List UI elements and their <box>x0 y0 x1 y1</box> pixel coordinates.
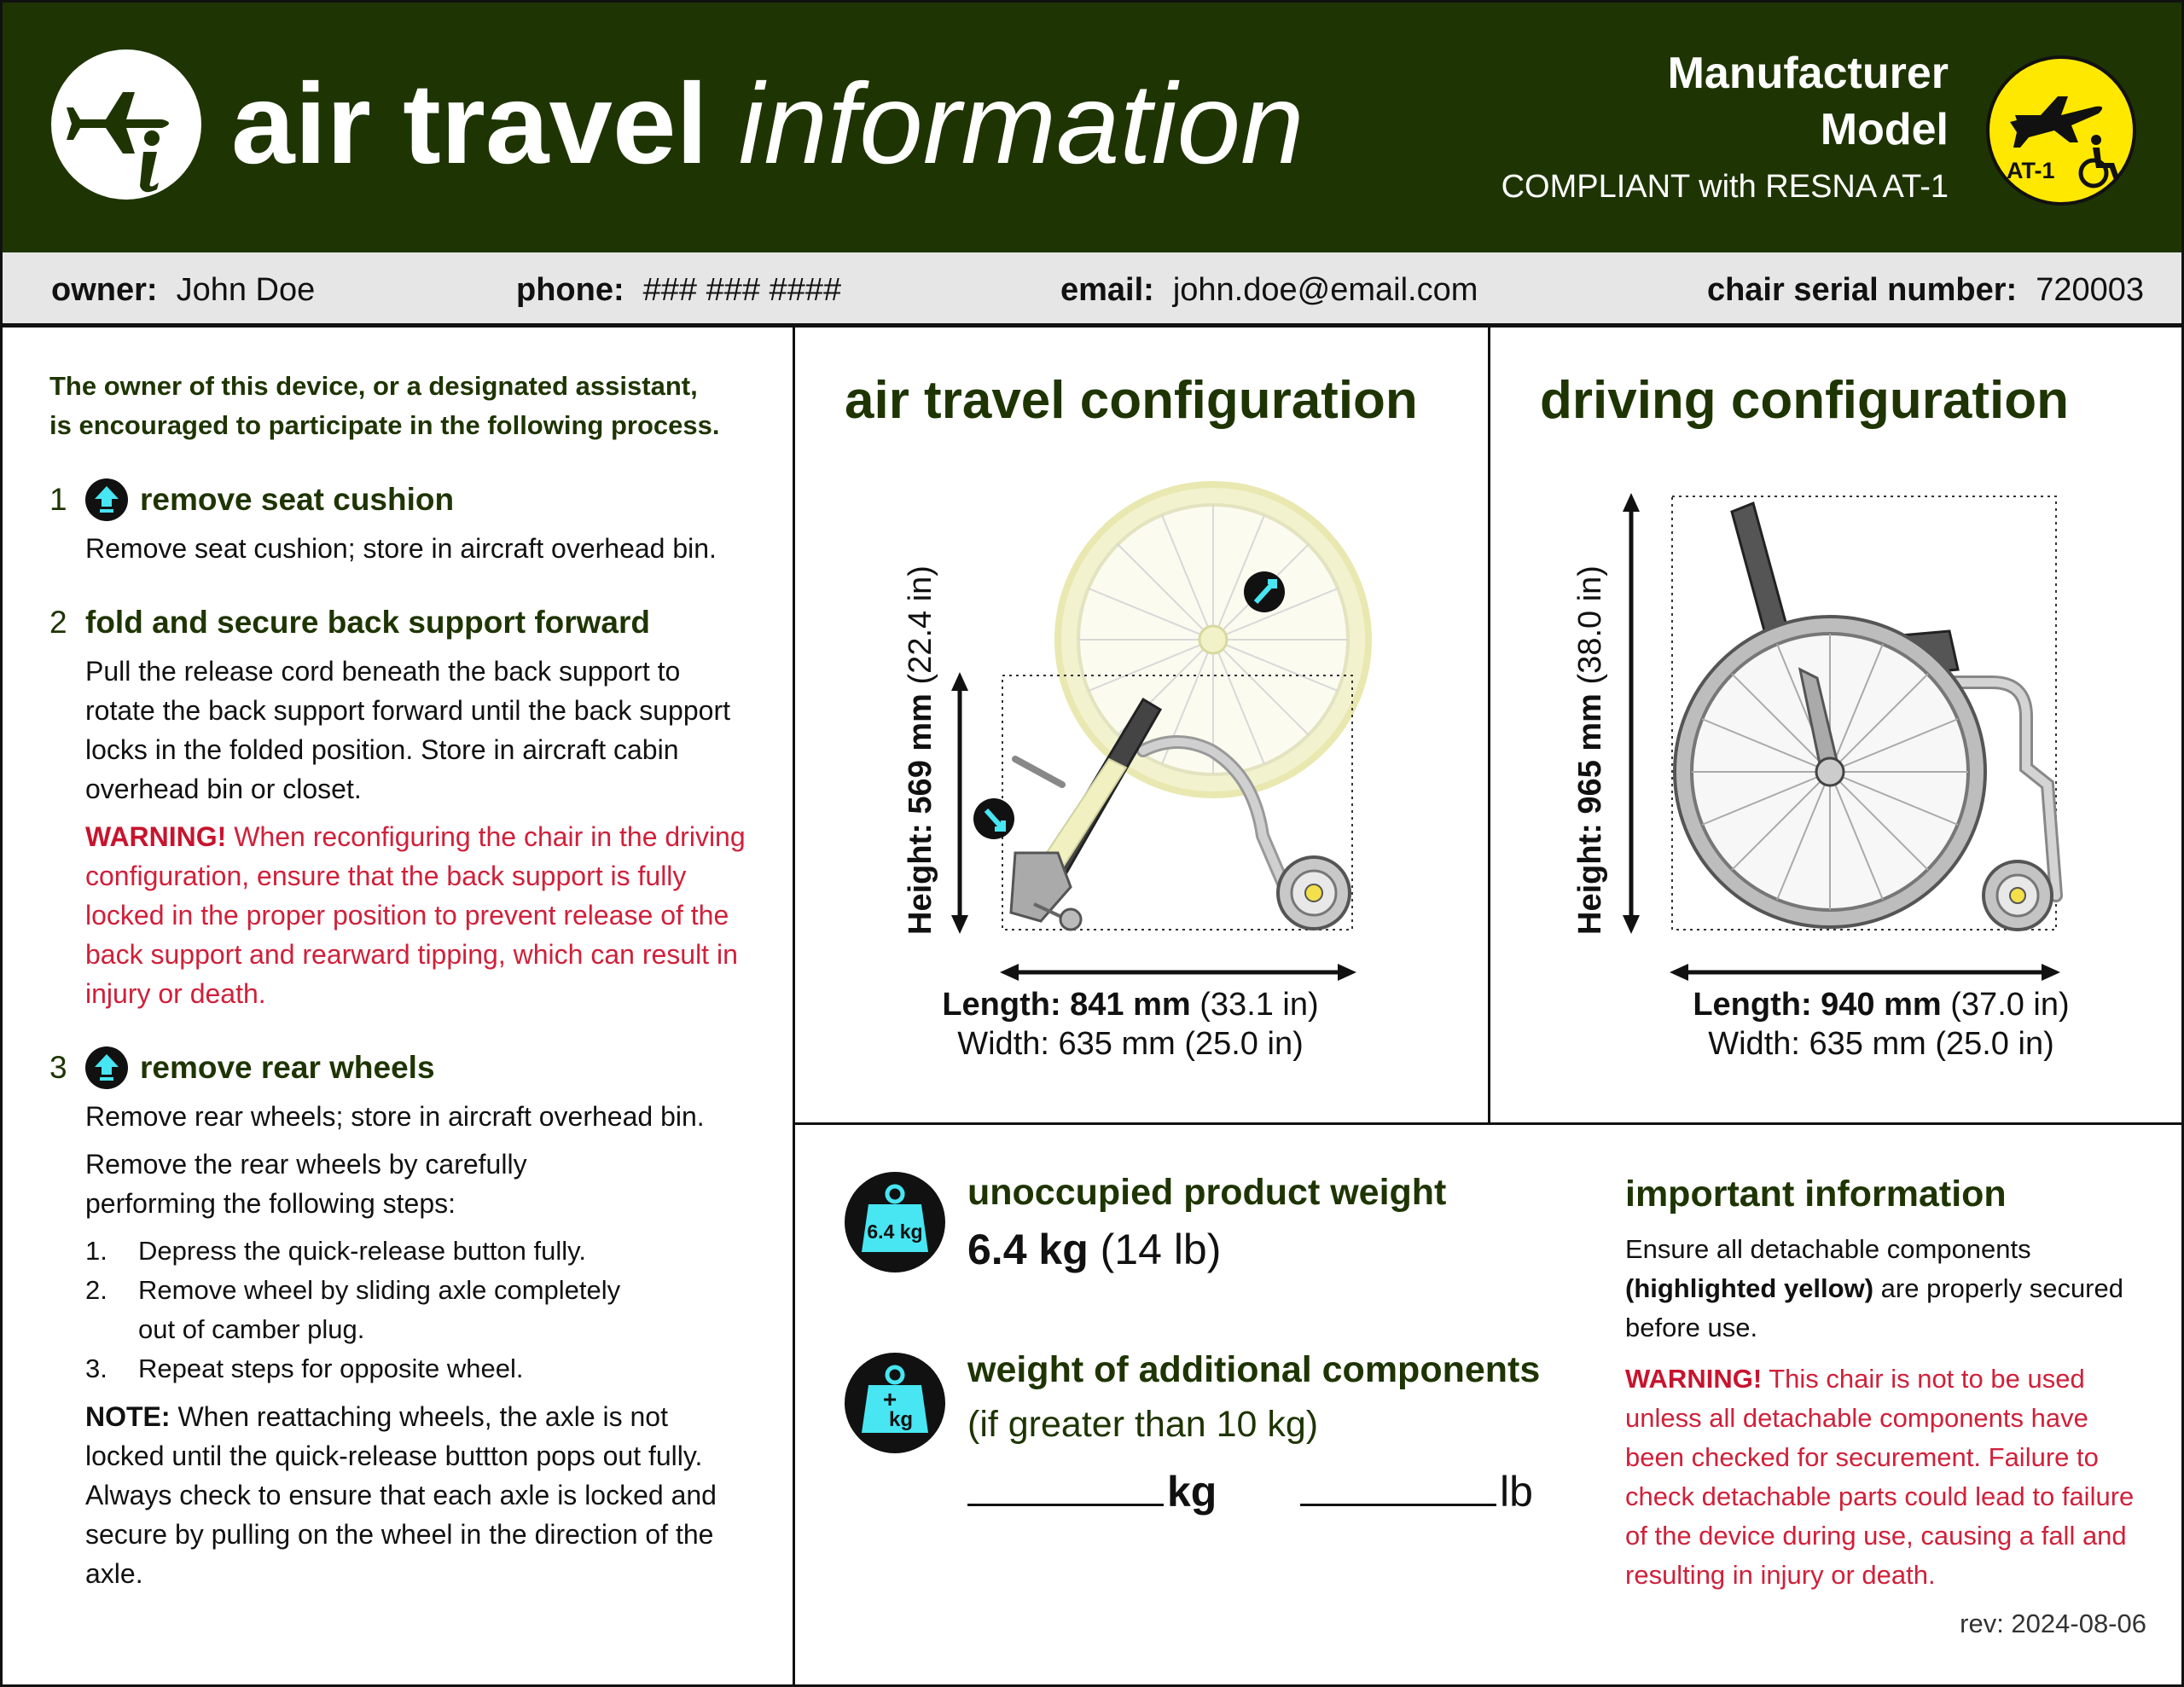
model-name: Model <box>1820 105 1949 154</box>
divider-left <box>793 328 795 1687</box>
email-value: john.doe@email.com <box>1172 272 1478 308</box>
page-title <box>231 61 1304 188</box>
additional-weight-subtitle: (if greater than 10 kg) <box>967 1404 1319 1445</box>
remove-arrow-icon <box>85 1046 128 1089</box>
wheelchair-illustration <box>1583 478 2146 989</box>
compliance-text: COMPLIANT with RESNA AT-1 <box>1501 169 1949 205</box>
remove-arrow-icon <box>85 478 128 521</box>
at1-badge <box>1986 55 2136 206</box>
drive-height-label: Height: 965 mm (38.0 in) <box>1572 565 1608 935</box>
kg-unit: kg <box>1167 1468 1217 1516</box>
step-3 <box>49 1046 749 1593</box>
step-number: 2 <box>49 605 67 640</box>
warning-label: WARNING! <box>85 821 227 852</box>
folded-wheelchair-illustration <box>887 478 1450 989</box>
step-body: Remove rear wheels; store in aircraft overhead bin. <box>85 1101 705 1132</box>
important-info <box>1625 1170 2137 1595</box>
important-title: important information <box>1625 1174 2007 1215</box>
drive-length-label: Length: 940 mm <box>1693 987 1942 1023</box>
manufacturer-name: Manufacturer <box>1667 49 1949 98</box>
drive-width-label: Width: 635 mm (25.0 in) <box>1708 1026 2054 1062</box>
air-width-label: Width: 635 mm (25.0 in) <box>957 1026 1304 1062</box>
owner-label: owner: <box>51 272 158 308</box>
list-item: 2. Remove wheel by sliding axle completely out of camber plug. <box>85 1275 621 1344</box>
airplane-info-icon <box>51 49 201 200</box>
step-number: 3 <box>49 1050 67 1085</box>
step-body-2: Remove the rear wheels by carefully performing the following steps: <box>85 1149 527 1219</box>
release-arrow-icon <box>973 798 1014 839</box>
step-body: Remove seat cushion; store in aircraft overhead bin. <box>85 533 717 564</box>
serial-field <box>1707 252 2144 328</box>
owner-info-bar <box>0 252 2184 328</box>
step-body: Pull the release cord beneath the back support to rotate the back support forward until the back support locks in the folded position. Store in aircraft cabin overhead bin or closet. <box>85 656 730 804</box>
note-text: NOTE: When reattaching wheels, the axle is not locked until the quick-release buttton pops out fully. Always check to ensure that each axle is locked and secure by pulling on the wheel in the direction of the axle. <box>85 1401 717 1589</box>
owner-value: John Doe <box>176 272 316 308</box>
air-height-label: Height: 569 mm (22.4 in) <box>903 565 938 935</box>
air-config-title: air travel configuration <box>845 371 1418 430</box>
email-field <box>1060 252 1478 328</box>
at1-badge-text: AT-1 <box>2007 158 2055 183</box>
step-1 <box>49 478 749 568</box>
revision-date: rev: 2024-08-06 <box>1960 1609 2146 1638</box>
intro-text: The owner of this device, or a designated assistant, is encouraged to participate in the following process. <box>49 371 720 440</box>
additional-weight-title: weight of additional components <box>967 1349 1541 1390</box>
header-banner <box>0 0 2184 252</box>
additional-kg-field[interactable] <box>967 1465 1217 1518</box>
important-warning: WARNING! This chair is not to be used unless all detachable components have been checked for securement. Failure to check detachable parts could lead to failure of the device during use, causing a fall and resulting in injury or death. <box>1625 1364 2135 1590</box>
driving-config-title: driving configuration <box>1540 371 2069 430</box>
email-label: email: <box>1060 272 1154 308</box>
serial-label: chair serial number: <box>1706 272 2018 308</box>
note-label: NOTE: <box>85 1401 171 1432</box>
weight-value: 6.4 kg (14 lb) <box>967 1226 1222 1273</box>
warning-label: WARNING! <box>1625 1364 1763 1394</box>
list-item: 1. Depress the quick-release button fully. <box>85 1236 586 1266</box>
additional-badge-unit: kg <box>888 1408 914 1431</box>
drive-dimensions: Length: 940 mm (37.0 in) Width: 635 mm (25.0 in) <box>1655 985 2107 1064</box>
owner-field <box>51 252 315 328</box>
title-light: information <box>738 61 1304 188</box>
serial-value: 720003 <box>2036 272 2144 308</box>
title-bold: air travel <box>231 61 708 188</box>
lb-unit: lb <box>1500 1468 1533 1516</box>
weight-badge-text: 6.4 kg <box>867 1220 923 1243</box>
manufacturer-block <box>1502 45 1949 211</box>
important-text: Ensure all detachable components (highlighted yellow) are properly secured before use. <box>1625 1234 2123 1342</box>
step-title: fold and secure back support forward <box>85 605 651 640</box>
air-dimensions: Length: 841 mm (33.1 in) Width: 635 mm (25.0 in) <box>904 985 1356 1064</box>
instructions-column <box>49 367 749 1593</box>
wheel-removal-list <box>85 1232 749 1388</box>
list-item: 3. Repeat steps for opposite wheel. <box>85 1354 524 1383</box>
divider-horizontal <box>793 1122 2184 1125</box>
air-length-label: Length: 841 mm <box>942 987 1191 1023</box>
phone-label: phone: <box>516 272 624 308</box>
airplane-wheelchair-icon <box>1989 59 2133 202</box>
phone-value: ### ### #### <box>642 272 842 308</box>
step-title: remove seat cushion <box>140 482 455 517</box>
phone-field <box>516 252 841 328</box>
step-title: remove rear wheels <box>140 1050 435 1085</box>
release-arrow-icon <box>1244 571 1285 612</box>
weight-title: unoccupied product weight <box>967 1172 1447 1213</box>
divider-middle <box>1488 328 1490 1124</box>
additional-weight-icon <box>843 1351 947 1455</box>
additional-badge-plus: + <box>882 1386 897 1412</box>
weight-icon <box>843 1170 947 1274</box>
warning-text: WARNING! When reconfiguring the chair in the driving configuration, ensure that the back support is fully locked in the proper position to prevent release of the back support and rearward tipping, which can result in injury or death. <box>85 821 746 1009</box>
step-2 <box>49 600 749 1013</box>
step-number: 1 <box>49 482 67 517</box>
additional-lb-field[interactable] <box>1300 1465 1533 1518</box>
